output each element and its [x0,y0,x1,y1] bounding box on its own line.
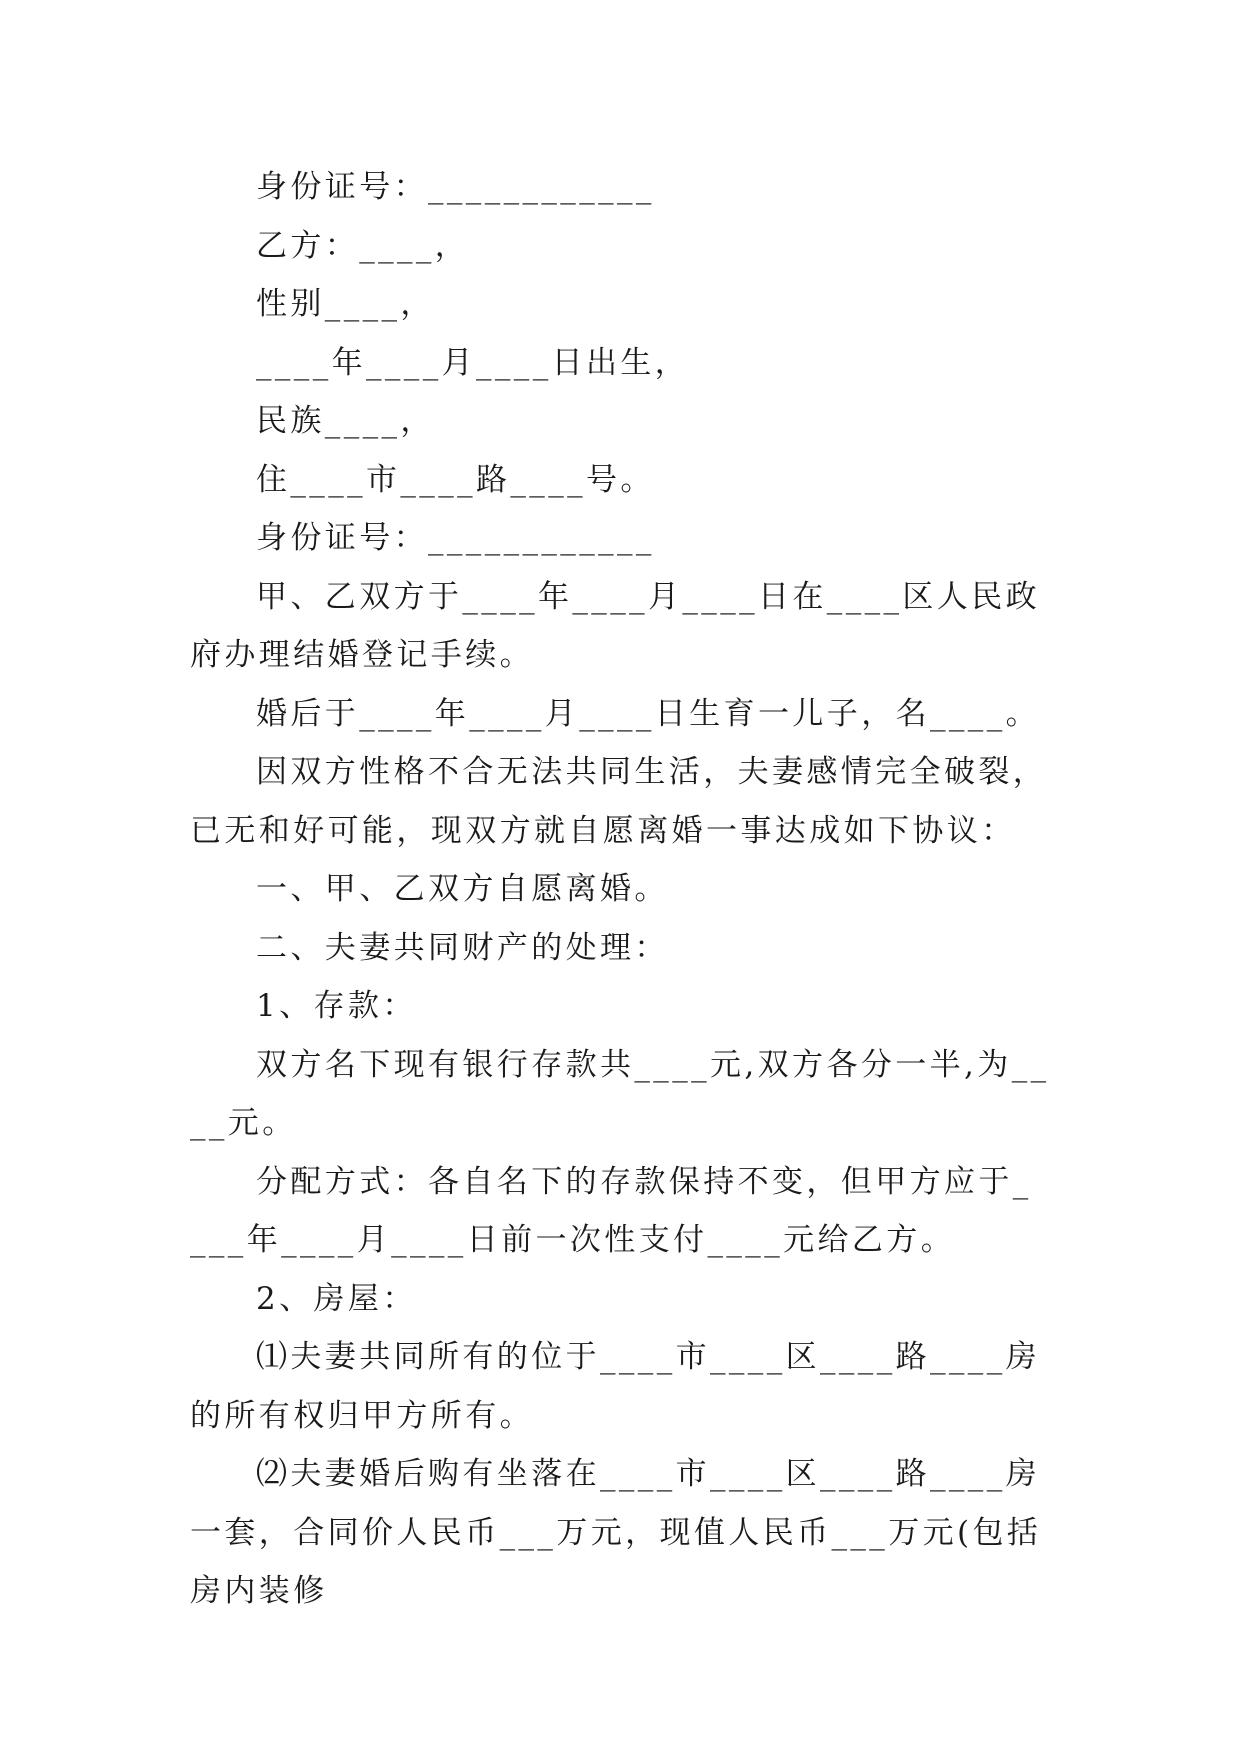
deposits-heading: 1、存款： [256,988,417,1024]
marriage-registration-paragraph: 甲、乙双方于____年____月____日在____区人民政府办理结婚登记手续。 [190,578,1040,673]
housing-heading: 2、房屋： [256,1280,417,1317]
address-line: 住____市____路____号。 [256,461,655,498]
clause-one-heading: 一、甲、乙双方自愿离婚。 [256,871,669,907]
divorce-reason-paragraph: 因双方性格不合无法共同生活，夫妻感情完全破裂，已无和好可能，现双方就自愿离婚一事达成如下协议： [190,754,1048,849]
ethnicity-line: 民族____， [256,403,435,439]
deposits-paragraph: 双方名下现有银行存款共____元,双方各分一半,为____元。 [190,1046,1050,1141]
clause-two-heading: 二、夫妻共同财产的处理： [256,929,669,966]
child-birth-paragraph: 婚后于____年____月____日生育一儿子，名____。 [256,695,1040,732]
payment-method-paragraph: 分配方式：各自名下的存款保持不变，但甲方应于____年____月____日前一次性支付____元给乙方。 [190,1163,1032,1258]
id-number-line-party-b: 身份证号：____________ [256,520,655,556]
party-b-line: 乙方：____， [256,227,470,264]
housing-item-one: ⑴夫妻共同所有的位于____市____区____路____房的所有权归甲方所有。 [190,1339,1040,1434]
id-number-line-party-a: 身份证号：____________ [256,169,655,205]
birth-date-line: ____年____月____日出生， [256,344,690,381]
housing-item-two: ⑵夫妻婚后购有坐落在____市____区____路____房一套，合同价人民币___万元，现值人民币___万元(包括房内装修 [190,1456,1042,1609]
gender-line: 性别____， [256,286,435,322]
document-body [190,158,1050,1621]
